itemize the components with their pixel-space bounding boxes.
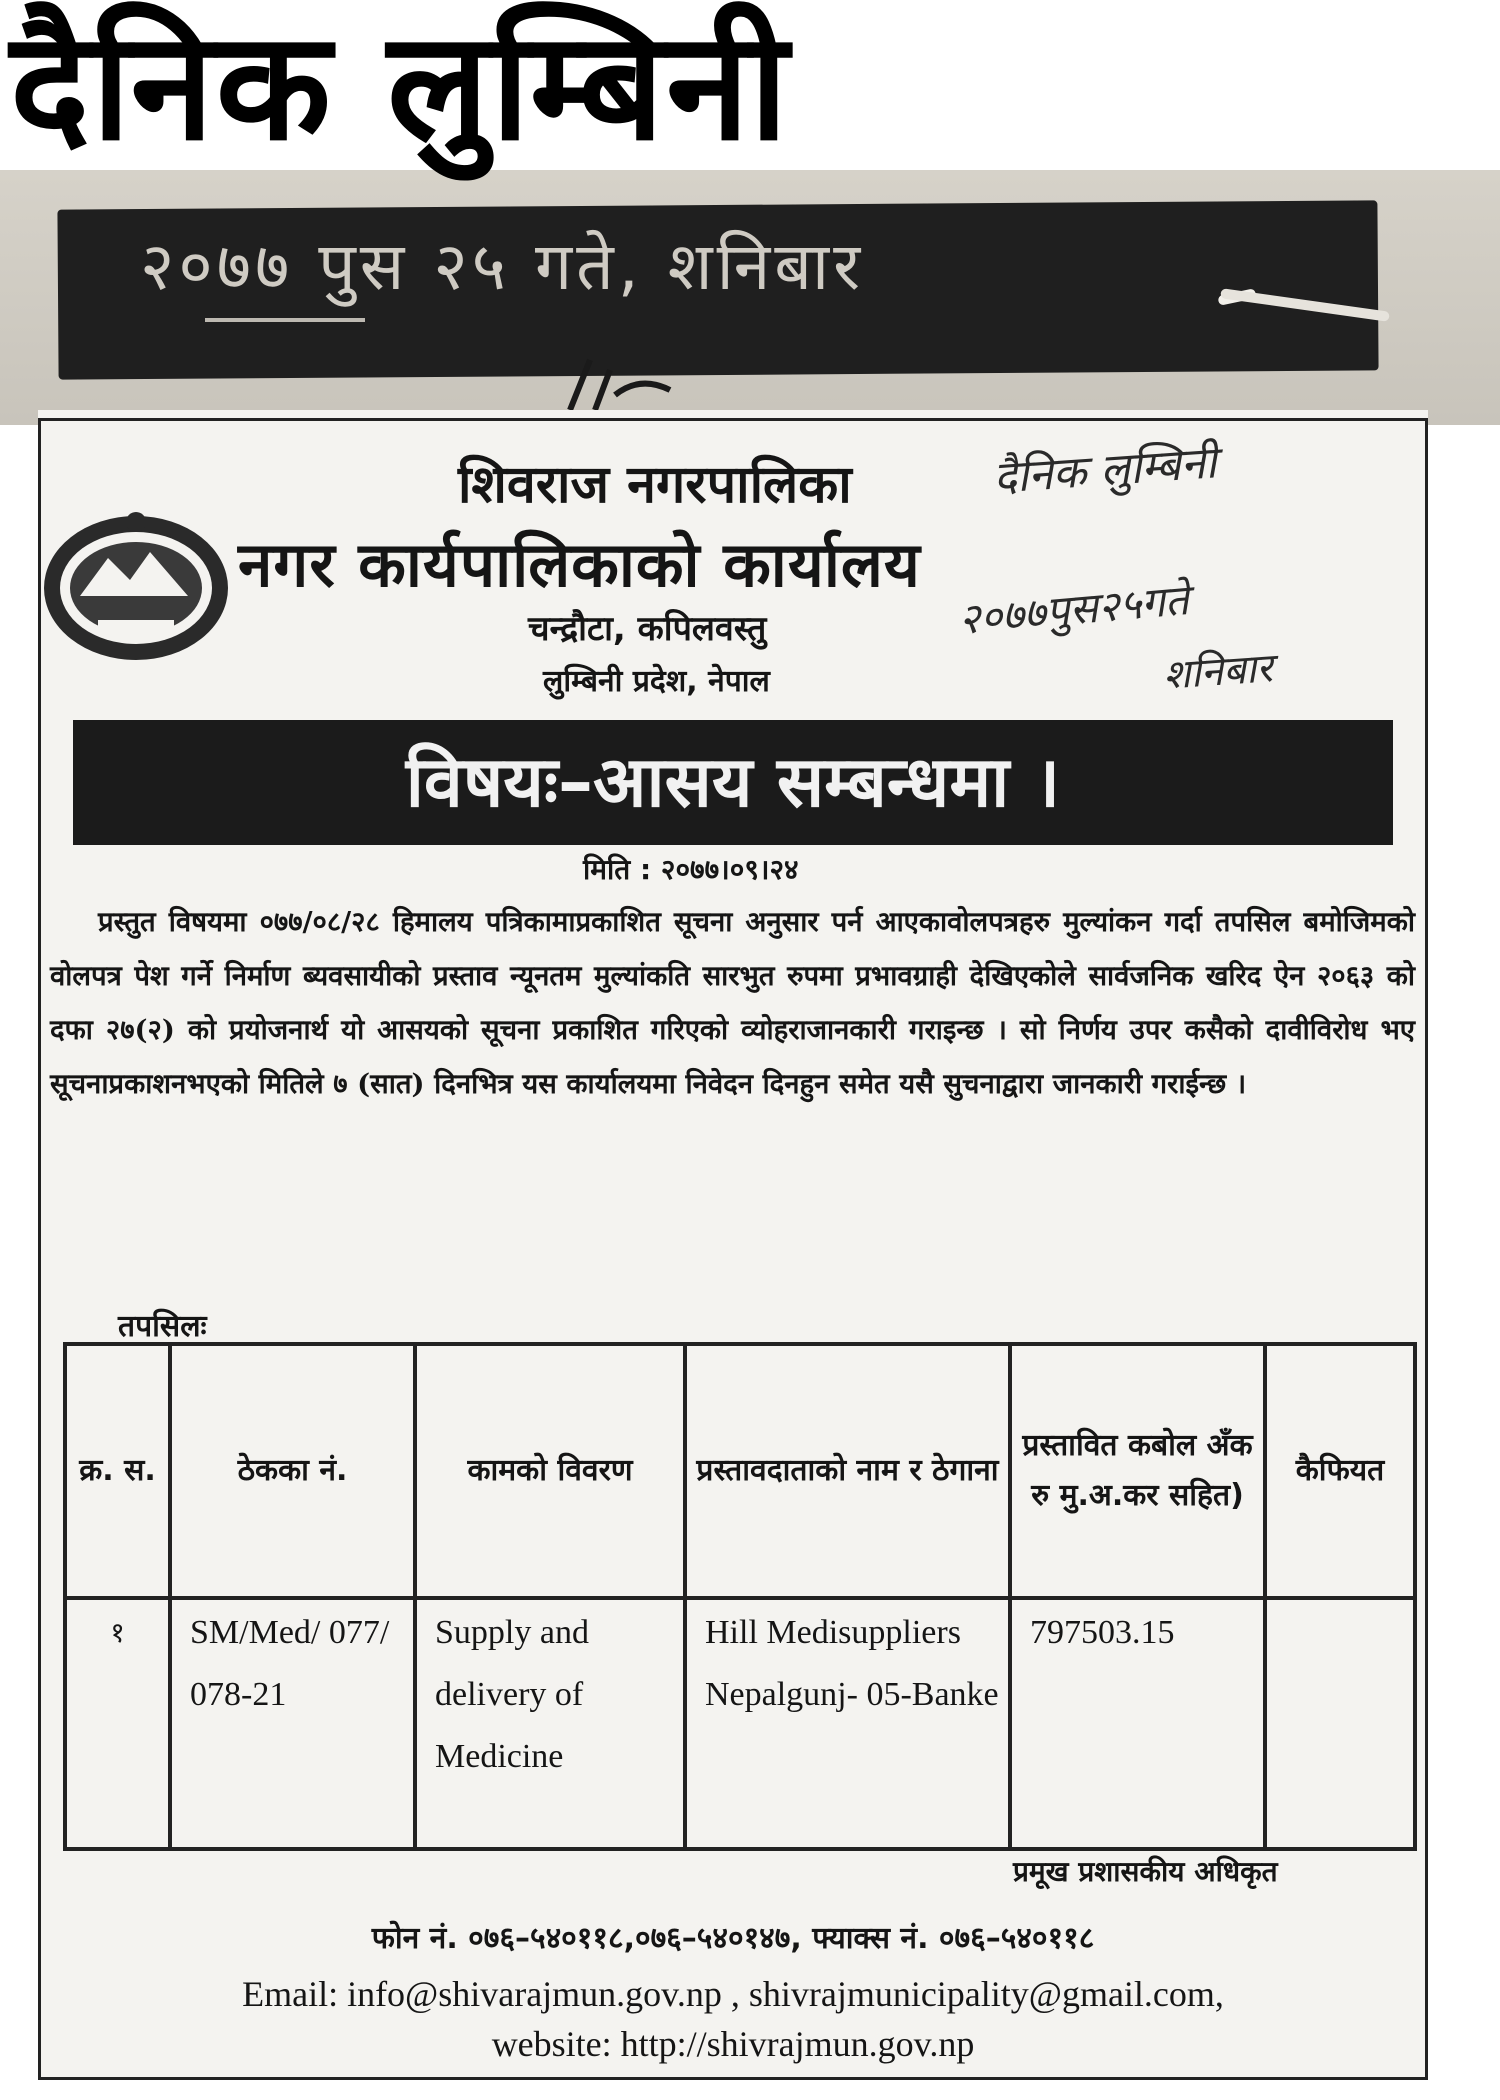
contact-phone: फोन नं. ०७६–५४०११८,०७६–५४०१४७, फ्याक्स नं. ०७६–५४०११८	[371, 1921, 1095, 1956]
date-underline	[205, 318, 365, 322]
handwritten-paper-name: दैनिक लुम्बिनी	[991, 437, 1219, 504]
column-header: कामको विवरण	[415, 1344, 685, 1598]
table-row	[65, 1598, 1415, 1849]
signatory-title: प्रमूख प्रशासकीय अधिकृत	[1013, 1855, 1278, 1888]
cell-bidder: Hill Medisuppliers Nepalgunj- 05-Banke	[685, 1598, 1010, 1849]
nepal-emblem-icon	[38, 500, 233, 670]
cell-work-description: Supply and delivery of Medicine	[415, 1598, 685, 1849]
office-location: चन्द्रौटा, कपिलवस्तु	[528, 609, 767, 649]
office-name: नगर कार्यपालिकाको कार्यालय	[238, 528, 921, 601]
column-header: प्रस्तावदाताको नाम र ठेगाना	[685, 1344, 1010, 1598]
cell-remarks	[1265, 1598, 1415, 1849]
table-header-row	[65, 1344, 1415, 1598]
handwritten-date: २०७७पुस२५गते	[956, 575, 1191, 644]
contact-email: Email: info@shivarajmun.gov.np , shivrajmunicipality@gmail.com,	[242, 1974, 1224, 2014]
municipality-name: शिवराज नगरपालिका	[458, 455, 852, 515]
column-header: क्र. स.	[65, 1344, 170, 1598]
handwritten-day: शनिबार	[1161, 645, 1274, 699]
column-header: ठेकका नं.	[170, 1344, 415, 1598]
newspaper-title: दैनिक लुम्बिनी	[10, 0, 791, 174]
masthead	[0, 0, 1500, 174]
details-label: तपसिलः	[118, 1309, 207, 1344]
column-header: कैफियत	[1265, 1344, 1415, 1598]
notice-body: प्रस्तुत विषयमा ०७७/०८/२८ हिमालय पत्रिकामाप्रकाशित सूचना अनुसार पर्न आएकावोलपत्रहरु मुल्यांकन गर्दा तपसिल बमोजिमको वोलपत्र पेश गर्ने निर्माण ब्यवसायीको प्रस्ताव न्यूनतम मुल्यांकति सारभुत रुपमा प्रभावग्राही देखिएकोले सार्वजनिक खरिद ऐन २०६३ को दफा २७(२) को प्रयोजनार्थ यो आसयको सूचना प्रकाशित गरिएको व्योहराजानकारी गराइन्छ । सो निर्णय उपर कसैको दावीविरोध भए सूचनाप्रकाशनभएको मितिले ७ (सात) दिनभित्र यस कार्यालयमा निवेदन दिनहुन समेत यसै सुचनाद्वारा जानकारी गराईन्छ ।	[50, 906, 1415, 1100]
ink-scribble	[560, 355, 700, 415]
subject-banner	[73, 720, 1393, 845]
subject-text: विषयः–आसय सम्बन्धमा ।	[405, 741, 1061, 823]
cell-contract-no: SM/Med/ 077/ 078-21	[170, 1598, 415, 1849]
bid-table	[63, 1342, 1417, 1851]
contact-website: website: http://shivrajmun.gov.np	[491, 2024, 975, 2064]
notice-date: मिति : २०७७।०९।२४	[583, 853, 799, 886]
cell-serial: १	[65, 1598, 170, 1849]
notice-clipping	[38, 410, 1428, 2080]
cell-bid-amount: 797503.15	[1010, 1598, 1265, 1849]
column-header: प्रस्तावित कबोल अँक रु मु.अ.कर सहित)	[1010, 1344, 1265, 1598]
issue-date: २०७७ पुस २५ गते, शनिबार	[140, 228, 865, 305]
office-province: लुम्बिनी प्रदेश, नेपाल	[543, 664, 770, 699]
